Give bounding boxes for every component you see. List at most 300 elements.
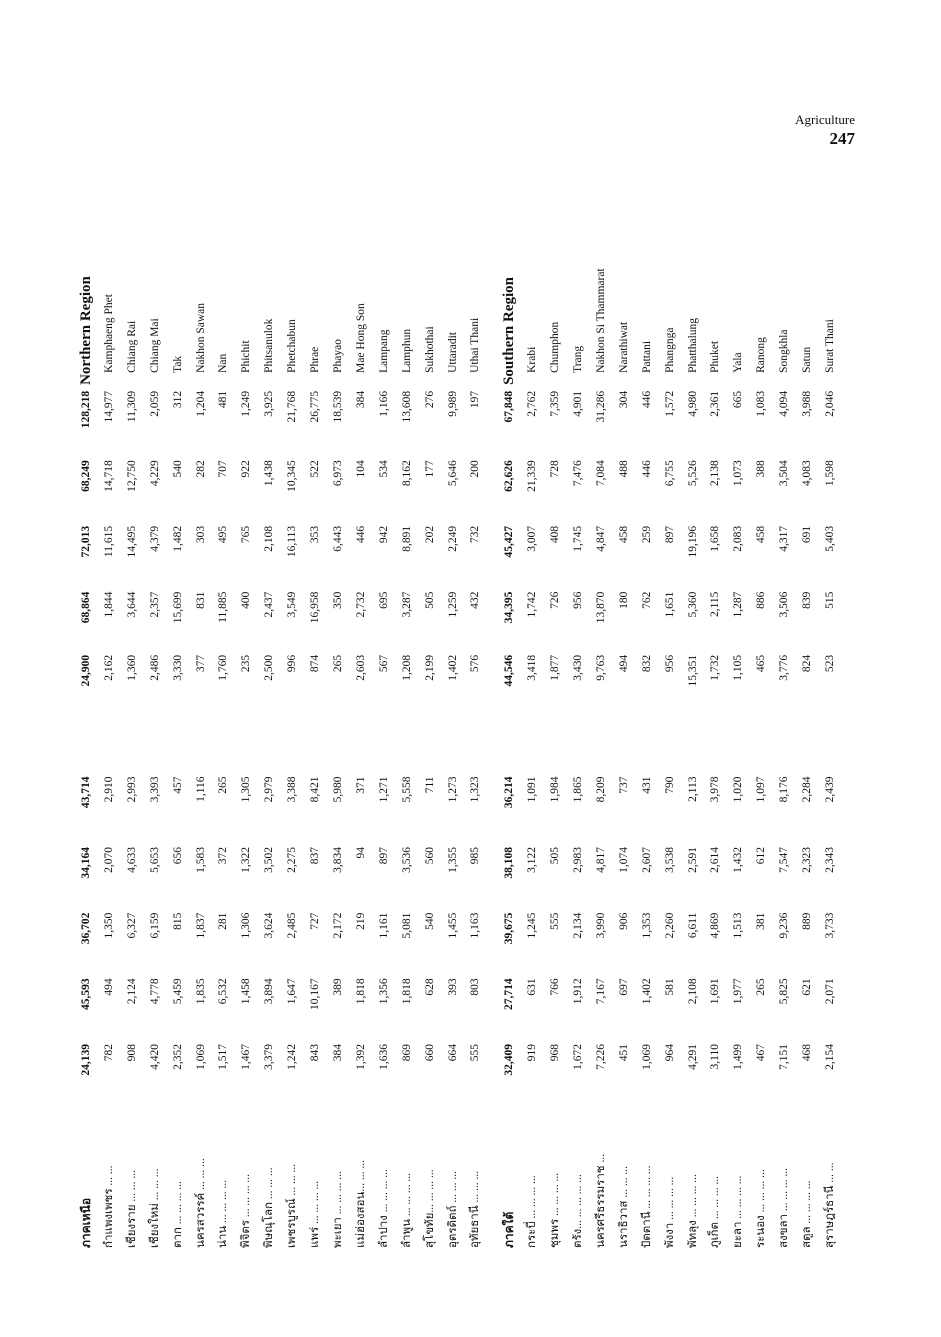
value-cell: 384 [354,390,367,409]
value-cell: 2,108 [686,978,699,1005]
value-cell: 505 [549,847,562,865]
value-cell: 1,691 [709,978,722,1005]
value-cell: 371 [354,776,367,794]
table-row [442,165,465,1250]
thai-province-name: กระบี่ ... ... ... ... [526,1175,539,1248]
value-cell: 2,486 [148,654,161,681]
value-cell: 14,718 [102,460,115,492]
value-cell: 922 [240,460,253,478]
value-cell: 446 [354,525,367,544]
value-cell: 393 [446,978,459,996]
table-body [75,165,842,1250]
thai-province-name: พิจิตร ... ... ... ... [240,1174,253,1248]
thai-province-name: แม่ฮ่องสอน... ... ... [354,1160,367,1248]
value-cell: 956 [663,654,676,673]
column-gap [498,716,521,774]
value-cell: 1,572 [663,390,676,417]
page-header [795,112,855,149]
value-cell: 919 [526,1044,539,1062]
value-cell: 18,539 [331,390,344,423]
value-cell: 2,134 [572,912,585,939]
column-gap [144,716,167,774]
table-row [704,165,727,1250]
value-cell: 468 [801,1044,814,1062]
value-cell: 4,847 [594,525,607,552]
value-cell: 523 [824,654,836,673]
thai-province-name: สุโขทัย... ... ... ... [423,1169,436,1248]
value-cell: 964 [663,1044,676,1062]
thai-province-name: น่าน ... ... ... ... [217,1179,230,1248]
value-cell: 235 [240,654,253,673]
english-province-name: Lampang [377,329,390,373]
value-cell: 2,591 [686,847,699,873]
english-province-name: Tak [171,355,184,373]
english-province-name: Surat Thani [824,319,836,373]
thai-province-name: สุราษฎร์ธานี ... ... [824,1162,836,1248]
value-cell: 1,306 [240,912,253,939]
value-cell: 505 [423,591,436,609]
value-cell: 5,081 [400,912,413,939]
value-cell: 3,110 [709,1044,722,1070]
value-cell: 695 [377,591,390,609]
value-cell: 3,122 [526,847,539,873]
english-province-name: Phuket [709,340,722,373]
value-cell: 906 [617,912,630,930]
value-cell: 4,229 [148,460,161,487]
value-cell: 45,427 [503,525,516,558]
value-cell: 2,249 [446,525,459,552]
english-province-name: Phitsanulok [263,318,276,373]
value-cell: 7,084 [594,460,607,487]
value-cell: 6,973 [331,460,344,487]
table-row [727,165,750,1250]
value-cell: 3,007 [526,525,539,552]
value-cell: 488 [617,460,630,478]
column-gap [819,716,842,774]
value-cell: 2,113 [686,776,699,802]
value-cell: 495 [217,525,230,544]
value-cell: 897 [663,525,676,544]
column-gap [396,716,419,774]
column-gap [521,716,544,774]
value-cell: 1,105 [732,654,745,681]
english-province-name: Mae Hong Son [354,303,367,373]
value-cell: 104 [354,460,367,478]
value-cell: 1,116 [194,776,207,802]
value-cell: 3,330 [171,654,184,681]
thai-province-name: พังงา ... ... ... ... [663,1176,676,1248]
thai-province-name: อุตรดิตถ์ ... ... ... [446,1171,459,1248]
value-cell: 726 [549,591,562,609]
value-cell: 1,163 [469,912,482,939]
value-cell: 5,653 [148,847,161,873]
value-cell: 11,309 [125,390,138,423]
value-cell: 62,626 [503,460,516,492]
value-cell: 4,778 [148,978,161,1005]
value-cell: 1,865 [572,776,585,803]
value-cell: 384 [331,1044,344,1062]
value-cell: 3,502 [263,847,276,873]
value-cell: 1,271 [377,776,390,803]
value-cell: 4,420 [148,1044,161,1070]
value-cell: 2,323 [801,847,814,873]
value-cell: 4,901 [572,390,585,417]
table-row [212,165,235,1250]
english-province-name: Phetchabun [286,319,299,373]
table-row [464,165,487,1250]
value-cell: 1,020 [732,776,745,803]
value-cell: 1,458 [240,978,253,1005]
value-cell: 39,675 [503,912,516,945]
value-cell: 831 [194,591,207,609]
value-cell: 34,164 [80,847,92,879]
value-cell: 824 [801,654,814,673]
value-cell: 8,891 [400,525,413,552]
value-cell: 4,633 [125,847,138,873]
value-cell: 612 [755,847,768,865]
value-cell: 2,046 [824,390,836,417]
thai-province-name: อุทัยธานี ... ... ... [469,1170,482,1248]
value-cell: 956 [572,591,585,609]
value-cell: 350 [331,591,344,609]
value-cell: 312 [171,390,184,409]
value-cell: 968 [549,1044,562,1062]
value-cell: 38,108 [503,847,516,879]
value-cell: 2,983 [572,847,585,873]
column-gap [659,716,682,774]
value-cell: 660 [423,1044,436,1062]
value-cell: 32,409 [503,1044,516,1076]
value-cell: 200 [469,460,482,478]
value-cell: 1,837 [194,912,207,939]
value-cell: 2,083 [732,525,745,552]
value-cell: 372 [217,847,230,865]
table-row [636,165,659,1250]
value-cell: 5,980 [331,776,344,803]
value-cell: 1,305 [240,776,253,803]
value-cell: 377 [194,654,207,673]
value-cell: 15,351 [686,654,699,687]
value-cell: 874 [309,654,322,673]
value-cell: 1,353 [640,912,653,939]
value-cell: 656 [171,847,184,865]
value-cell: 8,162 [400,460,413,487]
column-gap [590,716,613,774]
value-cell: 7,226 [594,1044,607,1070]
value-cell: 1,818 [354,978,367,1005]
column-gap [544,716,567,774]
thai-province-name: ลำพูน ... ... ... ... [400,1173,413,1248]
value-cell: 11,885 [217,591,230,623]
value-cell: 886 [755,591,768,609]
column-gap [235,716,258,774]
table-row [350,165,373,1250]
value-cell: 481 [217,390,230,409]
value-cell: 4,379 [148,525,161,552]
column-gap [281,716,304,774]
thai-province-name: ยะลา ... ... ... ... [732,1175,745,1248]
value-cell: 1,984 [549,776,562,803]
value-cell: 465 [755,654,768,673]
spacer-row [487,165,498,1250]
value-cell: 555 [549,912,562,930]
value-cell: 1,091 [526,776,539,803]
value-cell: 14,495 [125,525,138,558]
thai-province-name: ปัตตานี ... ... ... ... [640,1165,653,1248]
value-cell: 304 [617,390,630,409]
thai-province-name: ชุมพร ... ... ... ... [549,1172,562,1248]
table-row [327,165,350,1250]
column-gap [167,716,190,774]
value-cell: 265 [217,776,230,794]
section-title: Agriculture [795,112,855,127]
value-cell: 128,218 [80,390,92,429]
value-cell: 446 [640,460,653,478]
thai-province-name: เชียงราย ... ... ... [125,1170,138,1248]
column-gap [464,716,487,774]
thai-province-name: ภูเก็ต ... ... ... ... [709,1176,722,1248]
value-cell: 3,988 [801,390,814,417]
table-row [98,165,121,1250]
value-cell: 1,074 [617,847,630,873]
value-cell: 3,624 [263,912,276,939]
value-cell: 869 [400,1044,413,1062]
value-cell: 628 [423,978,436,996]
value-cell: 707 [217,460,230,478]
value-cell: 1,745 [572,525,585,552]
value-cell: 1,760 [217,654,230,681]
english-province-name: Pattani [640,340,653,373]
value-cell: 1,513 [732,912,745,939]
value-cell: 8,176 [778,776,791,803]
value-cell: 8,209 [594,776,607,803]
value-cell: 2,439 [824,776,836,803]
value-cell: 13,608 [400,390,413,423]
value-cell: 2,603 [354,654,367,681]
value-cell: 467 [755,1044,768,1062]
column-gap [327,716,350,774]
value-cell: 540 [171,460,184,478]
value-cell: 45,593 [80,978,92,1010]
value-cell: 7,359 [549,390,562,417]
value-cell: 631 [526,978,539,996]
value-cell: 44,546 [503,654,516,687]
value-cell: 1,392 [354,1044,367,1070]
value-cell: 1,598 [824,460,836,487]
value-cell: 1,166 [377,390,390,417]
english-province-name: Southern Region [501,276,518,385]
value-cell: 458 [617,525,630,544]
table-row [419,165,442,1250]
english-province-name: Satun [801,346,814,373]
value-cell: 728 [549,460,562,478]
english-province-name: Nakhon Si Thammarat [594,268,607,373]
english-province-name: Nakhon Sawan [194,302,207,373]
value-cell: 3,733 [824,912,836,939]
value-cell: 21,768 [286,390,299,423]
value-cell: 6,159 [148,912,161,939]
value-cell: 451 [617,1044,630,1062]
value-cell: 43,714 [80,776,92,809]
value-cell: 1,322 [240,847,253,873]
value-cell: 1,672 [572,1044,585,1070]
value-cell: 180 [617,591,630,609]
thai-province-name: พะเยา ... ... ... ... [331,1171,344,1248]
value-cell: 21,339 [526,460,539,492]
value-cell: 1,742 [526,591,539,618]
column-gap [704,716,727,774]
value-cell: 276 [423,390,436,409]
value-cell: 727 [309,912,322,930]
thai-province-name: สตูล ... ... ... ... [801,1180,814,1248]
value-cell: 815 [171,912,184,930]
column-gap [567,716,590,774]
data-table [75,165,842,1250]
value-cell: 3,506 [778,591,791,618]
value-cell: 1,438 [263,460,276,487]
value-cell: 2,762 [526,390,539,417]
value-cell: 737 [617,776,630,794]
value-cell: 303 [194,525,207,544]
value-cell: 19,196 [686,525,699,558]
value-cell: 10,167 [309,978,322,1010]
value-cell: 555 [469,1044,482,1062]
table-row [773,165,796,1250]
value-cell: 1,097 [755,776,768,803]
value-cell: 621 [801,978,814,996]
value-cell: 766 [549,978,562,996]
value-cell: 1,977 [732,978,745,1005]
value-cell: 2,275 [286,847,299,873]
table-row [144,165,167,1250]
value-cell: 1,467 [240,1044,253,1070]
english-province-name: Uthai Thani [469,317,482,373]
value-cell: 6,327 [125,912,138,939]
value-cell: 2,614 [709,847,722,873]
value-cell: 2,485 [286,912,299,939]
value-cell: 2,910 [102,776,115,803]
thai-province-name: กำแพงเพชร ... ... [102,1165,115,1248]
value-cell: 560 [423,847,436,865]
english-province-name: Lamphun [400,328,413,373]
value-cell: 567 [377,654,390,673]
value-cell: 1,499 [732,1044,745,1070]
value-cell: 400 [240,591,253,609]
value-cell: 5,459 [171,978,184,1005]
value-cell: 3,379 [263,1044,276,1070]
column-gap [727,716,750,774]
value-cell: 197 [469,390,482,409]
thai-province-name: ตาก ... ... ... ... [171,1181,184,1248]
table-row [613,165,636,1250]
value-cell: 581 [663,978,676,996]
value-cell: 711 [423,776,436,794]
value-cell: 31,286 [594,390,607,423]
value-cell: 540 [423,912,436,930]
value-cell: 1,636 [377,1044,390,1070]
value-cell: 2,138 [709,460,722,487]
value-cell: 1,355 [446,847,459,873]
value-cell: 3,925 [263,390,276,417]
value-cell: 24,139 [80,1044,92,1076]
value-cell: 1,259 [446,591,459,618]
table-row [373,165,396,1250]
value-cell: 782 [102,1044,115,1062]
value-cell: 1,360 [125,654,138,681]
value-cell: 6,755 [663,460,676,487]
table-row [750,165,773,1250]
value-cell: 765 [240,525,253,544]
value-cell: 664 [446,1044,459,1062]
value-cell: 1,356 [377,978,390,1005]
value-cell: 1,208 [400,654,413,681]
english-province-name: Songkhla [778,329,791,373]
value-cell: 3,418 [526,654,539,681]
value-cell: 985 [469,847,482,865]
value-cell: 2,071 [824,978,836,1005]
english-province-name: Yala [732,352,745,373]
value-cell: 388 [755,460,768,478]
value-cell: 7,547 [778,847,791,873]
value-cell: 5,403 [824,525,836,552]
value-cell: 11,615 [102,525,115,558]
english-province-name: Phangnga [663,327,676,373]
value-cell: 259 [640,525,653,544]
value-cell: 897 [377,847,390,865]
value-cell: 1,818 [400,978,413,1005]
english-province-name: Sukhothai [423,326,436,373]
value-cell: 353 [309,525,322,544]
english-province-name: Chumphon [549,321,562,373]
column-gap [373,716,396,774]
value-cell: 2,070 [102,847,115,873]
value-cell: 282 [194,460,207,478]
table-row [396,165,419,1250]
value-cell: 665 [732,390,745,409]
value-cell: 458 [755,525,768,544]
value-cell: 837 [309,847,322,865]
thai-province-name: เพชรบูรณ์ ... ... ... [286,1163,299,1248]
value-cell: 832 [640,654,653,673]
value-cell: 389 [331,978,344,996]
thai-province-name: สงขลา ... ... ... ... [778,1167,791,1248]
column-gap [212,716,235,774]
value-cell: 68,864 [80,591,92,624]
value-cell: 1,323 [469,776,482,803]
value-cell: 2,172 [331,912,344,939]
value-cell: 10,345 [286,460,299,492]
value-cell: 1,402 [640,978,653,1005]
value-cell: 2,124 [125,978,138,1005]
value-cell: 1,083 [755,390,768,417]
value-cell: 3,978 [709,776,722,803]
value-cell: 2,154 [824,1044,836,1070]
value-cell: 15,699 [171,591,184,624]
value-cell: 2,108 [263,525,276,552]
region-total-row [498,165,521,1250]
value-cell: 1,249 [240,390,253,417]
english-province-name: Phayao [331,339,344,373]
thai-province-name: ภาคเหนือ [79,1197,93,1248]
value-cell: 691 [801,525,814,544]
value-cell: 2,284 [801,776,814,803]
value-cell: 1,732 [709,654,722,681]
column-gap [258,716,281,774]
value-cell: 36,702 [80,912,92,945]
value-cell: 1,161 [377,912,390,939]
value-cell: 2,162 [102,654,115,681]
value-cell: 576 [469,654,482,673]
